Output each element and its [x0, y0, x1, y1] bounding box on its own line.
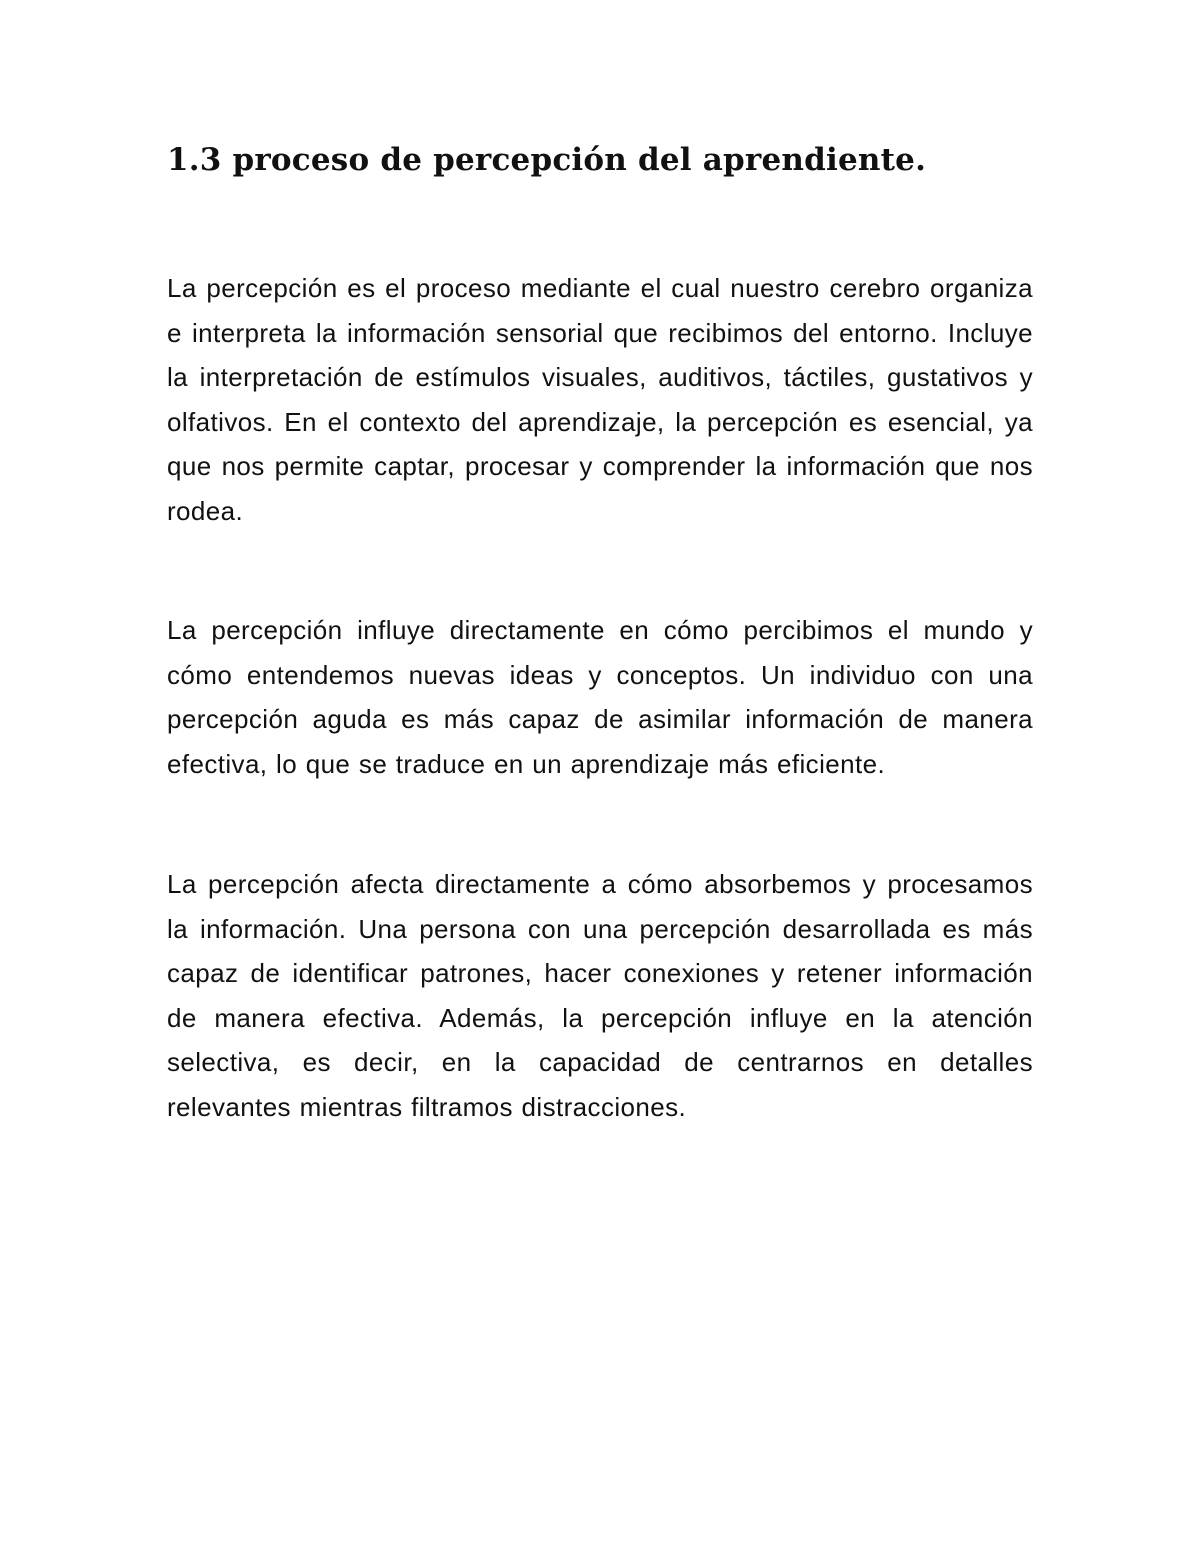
- paragraph-1: La percepción es el proceso mediante el cual nuestro cerebro organiza e interpreta la información sensorial que recibimos del entorno. Incluye la interpretación de estímulos visuales, auditivos, táctiles, gustativos y olfativos. En el contexto del aprendizaje, la percepción es esencial, ya que nos permite captar, procesar y comprender la información que nos rodea.: [167, 273, 1033, 526]
- paragraph-3: La percepción afecta directamente a cómo absorbemos y procesamos la información. Una persona con una percepción desarrollada es más capaz de identificar patrones, hacer conexiones y retener información de manera efectiva. Además, la percepción influye en la atención selectiva, es decir, en la capacidad de centrarnos en detalles relevantes mientras filtramos distracciones.: [167, 869, 1033, 1122]
- section-heading: 1.3 proceso de percepción del aprendiente.: [167, 142, 927, 178]
- document-body: [167, 138, 1033, 1129]
- paragraph-2: La percepción influye directamente en cómo percibimos el mundo y cómo entendemos nuevas ideas y conceptos. Un individuo con una percepción aguda es más capaz de asimilar información de manera efectiva, lo que se traduce en un aprendizaje más eficiente.: [167, 615, 1033, 779]
